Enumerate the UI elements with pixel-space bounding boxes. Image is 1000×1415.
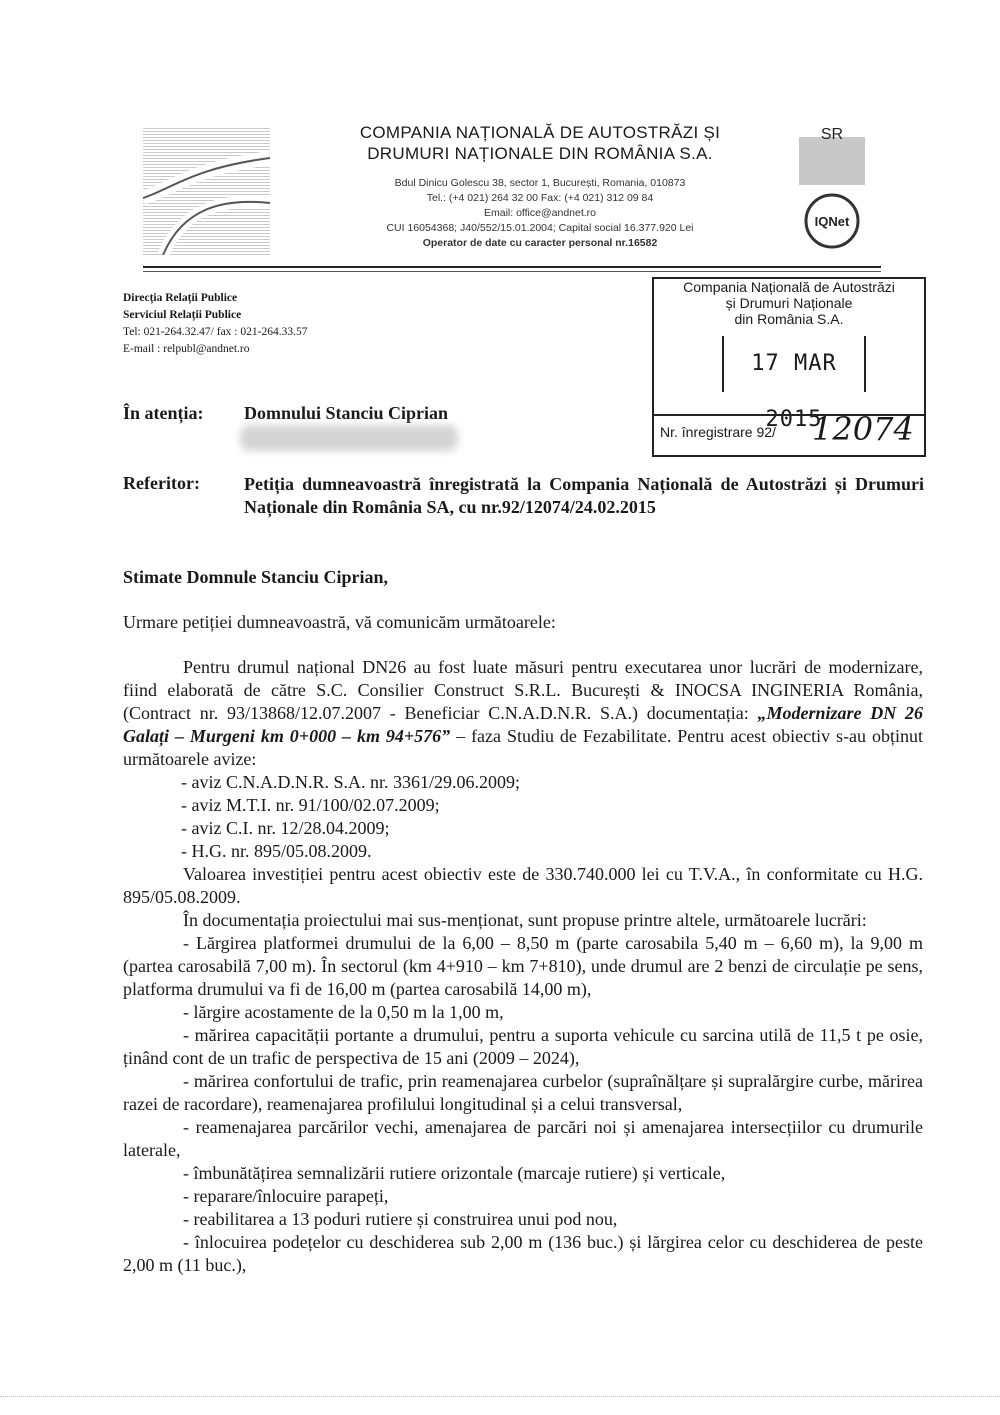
project-title: „Modernizare DN 26 Galați – Murgeni km 0+000 – km 94+576”: [123, 703, 923, 746]
department-phone: Tel: 021-264.32.47/ fax : 021-264.33.57: [123, 326, 308, 338]
company-email: Email: office@andnet.ro: [483, 207, 597, 219]
header-divider: [143, 266, 881, 268]
company-name-line1: COMPANIA NAȚIONALĂ DE AUTOSTRĂZI ȘI: [359, 123, 721, 142]
paragraph-works-intro: În documentația proiectului mai sus-menționat, sunt propuse printre altele, următoarele lucrări:: [183, 910, 867, 930]
aviz-item: - aviz C.I. nr. 12/28.04.2009;: [181, 818, 390, 838]
attention-value: Domnului Stanciu Ciprian: [244, 403, 449, 423]
paragraph-project-a: Pentru drumul național DN26 au fost luate măsuri pentru executarea unor lucrări de modernizare, fiind elaborată de către S.C. Consilier Construct S.R.L. București & INOCSA INGINERIA România, (Contract nr. 93/13868/12.07.2007 - Beneficiar C.N.A.D.N.R. S.A.) documentația:: [123, 657, 923, 723]
company-name-line2: DRUMURI NAȚIONALE DIN ROMÂNIA S.A.: [367, 144, 713, 163]
paragraph-project: [123, 656, 923, 771]
stamp-title: [652, 279, 926, 327]
company-name: [300, 122, 780, 164]
work-item: - îmbunătățirea semnalizării rutiere orizontale (marcaje rutiere) și verticale,: [183, 1163, 726, 1183]
letter-body: [123, 656, 923, 1277]
work-item: - reamenajarea parcărilor vechi, amenajarea de parcări noi și amenajarea intersecțiilor cu drumurile laterale,: [123, 1117, 923, 1160]
stamp-date: 17 MAR 2015: [722, 336, 866, 392]
department-email: E-mail : relpubl@andnet.ro: [123, 343, 250, 355]
work-item: - înlocuirea podețelor cu deschiderea sub 2,00 m (136 buc.) și lărgirea celor cu deschiderea de peste 2,00 m (11 buc.),: [123, 1232, 923, 1275]
company-phone-fax: Tel.: (+4 021) 264 32 00 Fax: (+4 021) 312 09 84: [426, 192, 654, 204]
work-item: - Lărgirea platformei drumului de la 6,00 – 8,50 m (parte carosabila 5,40 m – 6,60 m), la 9,00 m (partea carosabilă 7,00 m). În sectorul (km 4+910 – km 7+810), unde drumul are 2 benzi de circulație pe sens, platforma drumului va fi de 16,00 m (partea carosabilă 14,00 m),: [123, 933, 923, 999]
data-operator: Operator de date cu caracter personal nr.16582: [422, 237, 658, 249]
department-block: [123, 290, 307, 358]
scan-artifact-line: [0, 1396, 1000, 1397]
stamp-line1: Compania Națională de Autostrăzi: [683, 279, 895, 295]
stamp-reg-label: Nr. înregistrare 92/: [660, 424, 776, 440]
redacted-address: [240, 425, 458, 451]
stamp-reg-number: 12074: [812, 410, 914, 448]
certification-logos: [795, 125, 870, 250]
paragraph-project-b: – faza Studiu de Fezabilitate. Pentru acest obiectiv s-au obținut următoarele avize:: [123, 726, 923, 769]
sr-cert-icon: SR: [820, 126, 844, 143]
aviz-item: - aviz M.T.I. nr. 91/100/02.07.2009;: [181, 795, 440, 815]
stamp-line2: și Drumuri Naționale: [725, 295, 853, 311]
intro-paragraph: Urmare petiției dumneavoastră, vă comunicăm următoarele:: [123, 612, 556, 632]
aviz-item: - H.G. nr. 895/05.08.2009.: [181, 841, 372, 861]
reference-label: Referitor:: [123, 473, 200, 493]
paragraph-value: Valoarea investiției pentru acest obiectiv este de 330.740.000 lei cu T.V.A., în conformitate cu H.G. 895/05.08.2009.: [123, 864, 923, 907]
department-service: Serviciul Relații Publice: [123, 309, 242, 321]
header-divider-thin: [143, 271, 881, 272]
aviz-item: - aviz C.N.A.D.N.R. S.A. nr. 3361/29.06.2009;: [181, 772, 520, 792]
work-item: - reparare/înlocuire parapeți,: [183, 1186, 389, 1206]
salutation: Stimate Domnule Stanciu Ciprian,: [123, 567, 389, 587]
company-logo: [143, 128, 270, 255]
stamp-line3: din România S.A.: [734, 311, 844, 327]
department-directorate: Direcția Relații Publice: [123, 292, 238, 304]
iqnet-cert-icon: IQNet: [814, 214, 850, 229]
work-item: - mărirea confortului de trafic, prin reamenajarea curbelor (supraînălțare și supralărgire curbe, mărirea razei de racordare), reamenajarea profilului longitudinal și a celui transversal,: [123, 1071, 923, 1114]
work-item: - reabilitarea a 13 poduri rutiere și construirea unui pod nou,: [183, 1209, 618, 1229]
company-address: Bdul Dinicu Golescu 38, sector 1, București, Romania, 010873: [394, 177, 686, 189]
work-item: - mărirea capacității portante a drumului, pentru a suporta vehicule cu sarcina utilă de 11,5 t pe osie, ținând cont de un trafic de perspectiva de 15 ani (2009 – 2024),: [123, 1025, 923, 1068]
company-contact: [300, 176, 780, 251]
attention-label: În atenția:: [123, 403, 204, 423]
company-registration: CUI 16054368; J40/552/15.01.2004; Capital social 16.377.920 Lei: [386, 222, 694, 234]
reference-value: Petiția dumneavoastră înregistrată la Compania Națională de Autostrăzi și Drumuri Naționale din România SA, cu nr.92/12074/24.02.2015: [244, 474, 924, 517]
work-item: - lărgire acostamente de la 0,50 m la 1,00 m,: [183, 1002, 504, 1022]
